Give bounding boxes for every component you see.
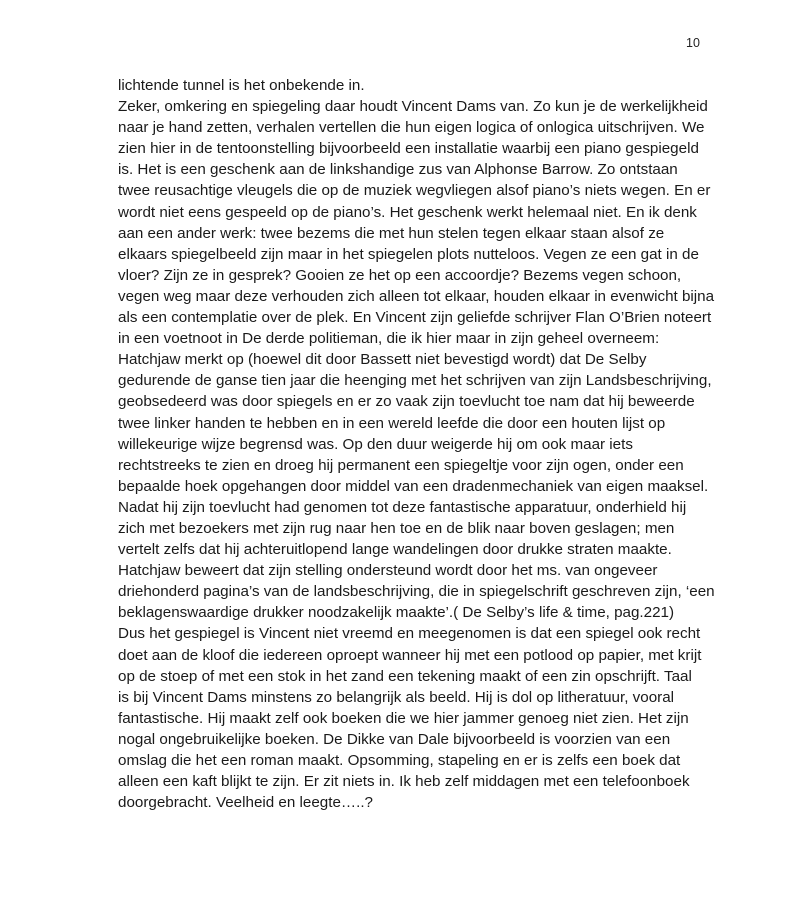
text-line: twee reusachtige vleugels die op de muziek wegvliegen alsof piano’s niets wegen. En er: [118, 182, 711, 200]
text-line: naar je hand zetten, verhalen vertellen die hun eigen logica of onlogica uitschrijven. We: [118, 119, 705, 137]
text-line: beklagenswaardige drukker noodzakelijk maakte’.( De Selby’s life & time, pag.221): [118, 604, 675, 622]
text-line: Hatchjaw merkt op (hoewel dit door Bassett niet bevestigd wordt) dat De Selby: [118, 351, 647, 369]
text-line: zich met bezoekers met zijn rug naar hen toe en de blik naar boven geslagen; men: [118, 519, 675, 537]
text-line: rechtstreeks te zien en droeg hij permanent een spiegeltje voor zijn ogen, onder een: [118, 456, 684, 474]
text-line: vloer? Zijn ze in gesprek? Gooien ze het op een accoordje? Bezems vegen schoon,: [118, 266, 682, 284]
text-line: driehonderd pagina’s van de landsbeschrijving, die in spiegelschrift geschreven zijn, ‘een: [118, 583, 715, 601]
text-line: gedurende de ganse tien jaar die heenging met het schrijven van zijn Landsbeschrijving,: [118, 372, 712, 390]
text-line: bepaalde hoek opgehangen door middel van een dradenmechaniek van eigen maaksel.: [118, 477, 709, 495]
text-line: omslag die het een roman maakt. Opsomming, stapeling en er is zelfs een boek dat: [118, 752, 681, 769]
text-line: alleen een kaft blijkt te zijn. Er zit niets in. Ik heb zelf middagen met een telefoonboek: [118, 773, 690, 791]
text-line: Nadat hij zijn toevlucht had genomen tot deze fantastische apparatuur, onderhield hij: [118, 498, 687, 516]
text-line: vertelt zelfs dat hij achteruitlopend lange wandelingen door drukke straten maakte.: [118, 541, 672, 559]
page-number: 10: [686, 36, 700, 50]
text-line: zien hier in de tentoonstelling bijvoorbeeld een installatie waarbij een piano gespiegeld: [118, 140, 699, 158]
text-line: Hatchjaw beweert dat zijn stelling ondersteund wordt door het ms. van ongeveer: [118, 562, 658, 580]
text-line: Dus het gespiegel is Vincent niet vreemd en meegenomen is dat een spiegel ook recht: [118, 625, 701, 643]
text-line: vegen weg maar deze verhouden zich alleen tot elkaar, houden elkaar in evenwicht bijna: [118, 287, 715, 305]
text-line: is bij Vincent Dams minstens zo belangrijk als beeld. Hij is dol op litheratuur, vooral: [118, 688, 675, 706]
text-line: is. Het is een geschenk aan de linkshandige zus van Alphonse Barrow. Zo ontstaan: [118, 161, 678, 179]
text-line: twee linker handen te hebben en in een wereld leefde die door een houten lijst op: [118, 414, 666, 432]
text-line: willekeurige wijze begrensd was. Op den duur weigerde hij om ook maar iets: [118, 435, 633, 453]
text-line: fantastische. Hij maakt zelf ook boeken die we hier jammer genoeg niet zien. Het zijn: [118, 709, 689, 727]
text-line: in een voetnoot in De derde politieman, die ik hier maar in zijn geheel overneem:: [118, 330, 660, 348]
text-line: aan een ander werk: twee bezems die met hun stelen tegen elkaar staan alsof ze: [118, 224, 665, 242]
text-line: nogal ongebruikelijke boeken. De Dikke van Dale bijvoorbeeld is voorzien van een: [118, 730, 671, 748]
text-line: elkaars spiegelbeeld zijn maar in het spiegelen plots nutteloos. Vegen ze een gat in de: [118, 245, 699, 263]
text-line: op de stoep of met een stok in het zand een tekening maakt of een zin opschrijft. Taal: [118, 667, 692, 685]
text-line: als een contemplatie over de plek. En Vincent zijn geliefde schrijver Flan O’Brien noteert: [118, 309, 712, 327]
text-line: Zeker, omkering en spiegeling daar houdt Vincent Dams van. Zo kun je de werkelijkheid: [118, 98, 708, 116]
text-line: wordt niet eens gespeeld op de piano’s. Het geschenk werkt helemaal niet. En ik denk: [118, 203, 697, 221]
text-line: doorgebracht. Veelheid en leegte…..?: [118, 794, 373, 812]
text-line: doet aan de kloof die iedereen oproept wanneer hij met een potlood op papier, met krijt: [118, 646, 702, 664]
text-line: geobsedeerd was door spiegels en er zo vaak zijn toevlucht toe nam dat hij beweerde: [118, 393, 695, 411]
text-line: lichtende tunnel is het onbekende in.: [118, 77, 365, 94]
body-text: [118, 75, 798, 813]
